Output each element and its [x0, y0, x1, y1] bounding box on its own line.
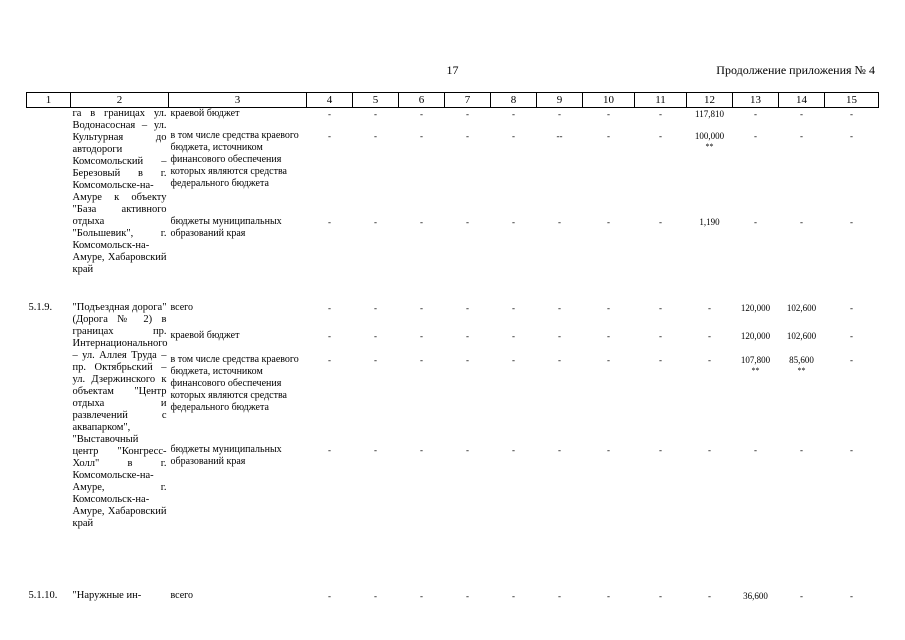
value-cell [399, 216, 445, 288]
value-cell [583, 108, 635, 130]
value-text: - [708, 330, 711, 341]
value-cell [779, 216, 825, 288]
header-col-3: 3 [169, 93, 307, 108]
value-cell [491, 444, 537, 576]
item-name: га в границах ул. Водонасосная – ул. Культурная до автодороги Комсомольский – Березовый в г. Комсомольске-на-Амуре к объекту "База активного отдыха "Большевик", г. Комсомольск-на-Амуре, Хабаровский край [72, 108, 167, 275]
value-text: - [420, 590, 423, 601]
value-text: - [420, 354, 423, 365]
value-cell [779, 108, 825, 130]
value-cell [733, 590, 779, 610]
value-text: - [850, 130, 853, 141]
value-text: - [512, 130, 515, 141]
value-cell [583, 130, 635, 216]
value-cell [307, 354, 353, 444]
footnote-mark: ** [751, 365, 760, 375]
value-cell [583, 590, 635, 610]
value-text: - [558, 302, 561, 313]
value-text: - [328, 590, 331, 601]
value-text: - [850, 354, 853, 365]
continuation-label: Продолжение приложения № 4 [716, 63, 875, 77]
funding-source: краевой бюджет [170, 329, 240, 341]
header-col-4: 4 [307, 93, 353, 108]
value-text: 102,600 [786, 330, 817, 341]
header-col-8: 8 [491, 93, 537, 108]
header-col-5: 5 [353, 93, 399, 108]
value-text: - [466, 130, 469, 141]
value-text: - [466, 302, 469, 313]
value-text: - [420, 330, 423, 341]
value-cell [537, 108, 583, 130]
value-cell [687, 302, 733, 330]
header-col-9: 9 [537, 93, 583, 108]
value-cell [537, 590, 583, 610]
value-text: - [607, 109, 610, 119]
funding-source: бюджеты муниципальных образований края [170, 443, 282, 467]
value-text: - [754, 216, 757, 227]
value-cell [733, 130, 779, 216]
header-col-7: 7 [445, 93, 491, 108]
value-text: - [374, 590, 377, 601]
value-cell [635, 216, 687, 288]
funding-source: в том числе средства краевого бюджета, источником финансового обеспечения которых являются средства федерального бюджета [170, 353, 299, 413]
value-text: - [512, 590, 515, 601]
value-text: - [420, 302, 423, 313]
value-cell [635, 302, 687, 330]
value-text: - [800, 590, 803, 601]
value-cell [825, 130, 879, 216]
value-text: - [659, 330, 662, 341]
table-row [27, 590, 879, 610]
value-cell [583, 354, 635, 444]
value-text: - [659, 302, 662, 313]
value-cell [733, 216, 779, 288]
value-text: - [708, 354, 711, 365]
value-cell [583, 216, 635, 288]
value-cell [583, 444, 635, 576]
value-text: 1,190 [699, 216, 720, 227]
footnote-mark: ** [705, 141, 714, 151]
value-text: 100,000 [694, 130, 725, 141]
value-text: - [466, 444, 469, 455]
value-cell [399, 444, 445, 576]
value-text: - [754, 130, 757, 141]
value-cell [491, 354, 537, 444]
value-text: - [850, 330, 853, 341]
value-cell [399, 590, 445, 610]
value-text: - [659, 354, 662, 365]
value-text: - [512, 354, 515, 365]
value-text: - [607, 444, 610, 455]
value-cell [779, 130, 825, 216]
value-cell [445, 330, 491, 354]
value-text: - [708, 302, 711, 313]
value-text: - [800, 216, 803, 227]
header-col-2: 2 [71, 93, 169, 108]
value-text: -- [556, 130, 563, 141]
header-col-15: 15 [825, 93, 879, 108]
value-text: - [328, 302, 331, 313]
value-cell [779, 330, 825, 354]
value-text: - [659, 109, 662, 119]
value-cell [353, 330, 399, 354]
value-text: - [466, 330, 469, 341]
value-cell [635, 590, 687, 610]
value-text: - [607, 590, 610, 601]
item-code [27, 108, 71, 288]
funding-source: бюджеты муниципальных образований края [170, 215, 282, 239]
value-text: - [328, 109, 331, 119]
value-cell [445, 216, 491, 288]
header-row [27, 93, 879, 108]
value-cell [687, 354, 733, 444]
value-cell [687, 330, 733, 354]
value-text: 36,600 [743, 590, 768, 601]
value-cell [583, 302, 635, 330]
value-cell [537, 444, 583, 576]
value-cell [537, 354, 583, 444]
value-text: - [607, 216, 610, 227]
value-text: - [420, 130, 423, 141]
value-text: - [328, 330, 331, 341]
value-text: - [328, 444, 331, 455]
value-cell [399, 330, 445, 354]
item-name: "Подъездная дорога" (Дорога № 2) в границах пр. Интернационального – ул. Аллея Труда – пр. Октябрьский – ул. Дзержинского к объектам "Центр отдыха и развлечений с аквапарком", "Выставочный центр "Конгресс-Холл" в г. Комсомольске-на-Амуре, г. Комсомольск-на-Амуре, Хабаровский край [72, 301, 168, 529]
value-cell [825, 216, 879, 288]
table-row [27, 108, 879, 130]
value-cell [353, 108, 399, 130]
value-text: - [466, 590, 469, 601]
value-cell [491, 216, 537, 288]
value-cell [445, 302, 491, 330]
value-cell [353, 354, 399, 444]
value-cell [635, 108, 687, 130]
value-cell [307, 444, 353, 576]
value-text: - [558, 330, 561, 341]
value-text: - [328, 216, 331, 227]
spacer-row [27, 576, 879, 590]
value-text: - [800, 444, 803, 455]
value-text: - [374, 444, 377, 455]
value-cell [307, 108, 353, 130]
value-text: - [754, 109, 757, 119]
spacer-row [27, 288, 879, 302]
value-text: - [328, 354, 331, 365]
funding-source: в том числе средства краевого бюджета, источником финансового обеспечения которых являются средства федерального бюджета [170, 129, 299, 189]
value-cell [733, 302, 779, 330]
value-text: - [659, 444, 662, 455]
value-cell [491, 108, 537, 130]
value-cell [635, 130, 687, 216]
value-cell [353, 590, 399, 610]
value-cell [635, 444, 687, 576]
value-text: - [374, 302, 377, 313]
value-cell [399, 302, 445, 330]
value-text: - [659, 590, 662, 601]
value-cell [687, 444, 733, 576]
value-text: - [512, 302, 515, 313]
value-text: - [850, 590, 853, 601]
value-text: - [512, 444, 515, 455]
value-cell [825, 108, 879, 130]
value-cell [779, 444, 825, 576]
value-cell [353, 302, 399, 330]
value-cell [491, 330, 537, 354]
value-text: - [659, 216, 662, 227]
value-text: - [512, 216, 515, 227]
value-text: - [850, 109, 853, 119]
header-col-11: 11 [635, 93, 687, 108]
value-cell [779, 354, 825, 444]
value-text: - [850, 444, 853, 455]
value-text: - [800, 130, 803, 141]
value-text: - [607, 354, 610, 365]
value-cell [491, 302, 537, 330]
header-col-10: 10 [583, 93, 635, 108]
value-text: - [558, 216, 561, 227]
item-code: 5.1.10. [28, 589, 58, 601]
value-text: - [420, 109, 423, 119]
value-text: - [607, 130, 610, 141]
value-text: - [607, 302, 610, 313]
value-cell [537, 302, 583, 330]
value-cell [307, 130, 353, 216]
value-text: - [850, 216, 853, 227]
value-cell [307, 330, 353, 354]
value-text: - [558, 444, 561, 455]
value-cell [491, 130, 537, 216]
funding-source: всего [170, 589, 194, 601]
value-text: - [558, 590, 561, 601]
funding-source: всего [170, 301, 194, 313]
value-text: 120,000 [740, 330, 771, 341]
value-cell [399, 108, 445, 130]
value-cell [307, 216, 353, 288]
value-text: - [708, 444, 711, 455]
value-text: - [850, 302, 853, 313]
value-cell [399, 130, 445, 216]
value-text: 117,810 [695, 109, 724, 119]
value-cell [445, 354, 491, 444]
value-cell [687, 130, 733, 216]
value-cell [733, 330, 779, 354]
table-row [27, 302, 879, 330]
header-col-13: 13 [733, 93, 779, 108]
value-cell [825, 302, 879, 330]
value-cell [537, 130, 583, 216]
value-text: - [512, 330, 515, 341]
value-text: - [420, 444, 423, 455]
value-cell [635, 354, 687, 444]
value-cell [779, 302, 825, 330]
value-cell [445, 590, 491, 610]
value-cell [307, 590, 353, 610]
value-cell [491, 590, 537, 610]
value-text: - [374, 216, 377, 227]
budget-table [26, 92, 879, 610]
value-cell [537, 216, 583, 288]
item-name: "Наружные ин- [72, 589, 142, 601]
value-text: 107,800 [740, 354, 771, 365]
value-cell [825, 330, 879, 354]
value-cell [445, 130, 491, 216]
value-cell [635, 330, 687, 354]
value-cell [733, 354, 779, 444]
value-text: - [558, 109, 561, 119]
value-text: - [466, 216, 469, 227]
value-cell [825, 444, 879, 576]
value-cell [687, 590, 733, 610]
value-text: - [420, 216, 423, 227]
value-text: - [800, 109, 803, 119]
item-code: 5.1.9. [28, 301, 53, 313]
value-text: - [374, 130, 377, 141]
value-cell [353, 130, 399, 216]
header-col-6: 6 [399, 93, 445, 108]
value-cell [733, 108, 779, 130]
value-cell [583, 330, 635, 354]
value-cell [445, 108, 491, 130]
value-cell [445, 444, 491, 576]
value-cell [687, 108, 733, 130]
value-cell [825, 590, 879, 610]
value-cell [733, 444, 779, 576]
header-col-12: 12 [687, 93, 733, 108]
value-cell [779, 590, 825, 610]
value-cell [353, 216, 399, 288]
value-text: 102,600 [786, 302, 817, 313]
value-text: - [659, 130, 662, 141]
value-text: - [754, 444, 757, 455]
value-cell [825, 354, 879, 444]
value-text: - [708, 590, 711, 601]
funding-source: краевой бюджет [170, 108, 240, 119]
value-text: - [558, 354, 561, 365]
value-text: - [374, 354, 377, 365]
value-text: - [512, 109, 515, 119]
page-number: 17 [446, 63, 459, 77]
value-cell [307, 302, 353, 330]
value-cell [537, 330, 583, 354]
value-text: - [374, 330, 377, 341]
value-text: - [607, 330, 610, 341]
value-text: 120,000 [740, 302, 771, 313]
value-cell [353, 444, 399, 576]
value-text: - [328, 130, 331, 141]
value-text: - [466, 354, 469, 365]
footnote-mark: ** [797, 365, 806, 375]
value-text: 85,600 [789, 354, 814, 365]
value-text: - [374, 109, 377, 119]
value-cell [399, 354, 445, 444]
header-col-1: 1 [27, 93, 71, 108]
header-col-14: 14 [779, 93, 825, 108]
value-text: - [466, 109, 469, 119]
value-cell [687, 216, 733, 288]
